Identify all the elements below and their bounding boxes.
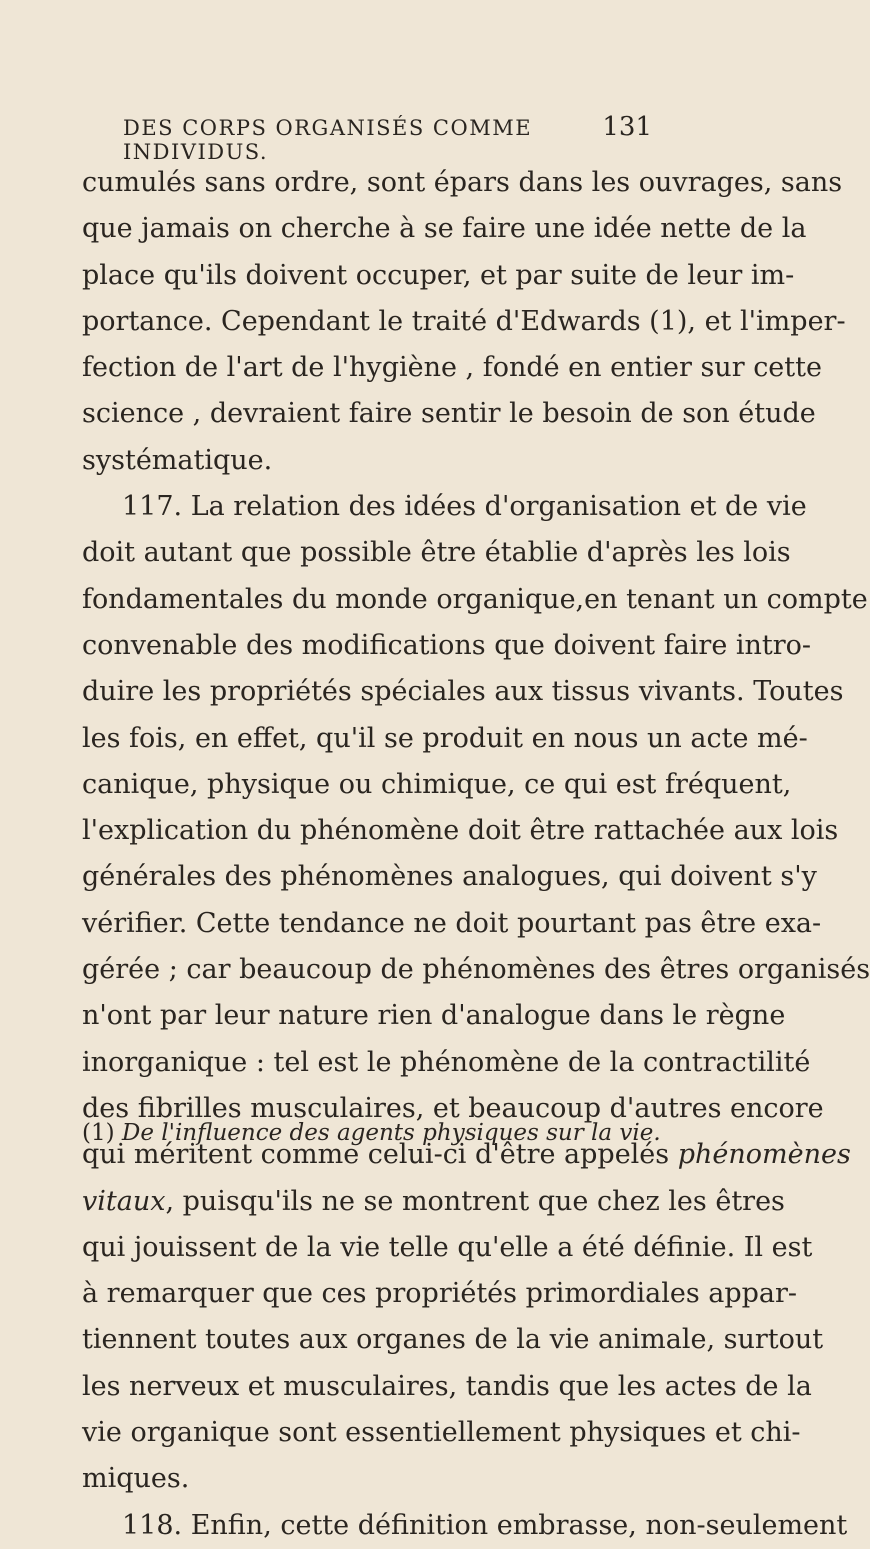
paragraph-117-start: 117. La relation des idées d'organisation et de vie	[122, 491, 807, 523]
text-line: que jamais on cherche à se faire une idée nette de la	[82, 213, 807, 245]
text-line: inorganique : tel est le phénomène de la contractilité	[82, 1046, 811, 1078]
text-line: doit autant que possible être établie d'après les lois	[82, 537, 791, 569]
text-line: vie organique sont essentiellement physiques et chi-	[82, 1417, 801, 1449]
italic-term: phénomènes	[677, 1139, 851, 1171]
text-line: cumulés sans ordre, sont épars dans les ouvrages, sans	[82, 167, 843, 198]
text-line: tiennent toutes aux organes de la vie animale, surtout	[82, 1324, 824, 1356]
text-line: place qu'ils doivent occuper, et par suite de leur im-	[82, 259, 795, 291]
text-line: l'explication du phénomène doit être rattachée aux lois	[82, 815, 839, 847]
body-text	[82, 160, 870, 1549]
paragraph-118-start: 118. Enfin, cette définition embrasse, non-seulement	[122, 1509, 848, 1541]
text-line: gérée ; car beaucoup de phénomènes des êtres organisés	[82, 954, 870, 986]
text-line: à remarquer que ces propriétés primordiales appar-	[82, 1278, 798, 1310]
text-line: miques.	[82, 1463, 190, 1495]
text-line: vérifier. Cette tendance ne doit pourtant pas être exa-	[82, 907, 822, 939]
text-line: canique, physique ou chimique, ce qui est fréquent,	[82, 768, 792, 800]
text-line: fection de l'art de l'hygiène , fondé en entier sur cette	[82, 352, 822, 384]
text-line: duire les propriétés spéciales aux tissus vivants. Toutes	[82, 676, 844, 708]
text-line: des fibrilles musculaires, et beaucoup d'autres encore	[82, 1092, 824, 1124]
text-line: systématique.	[82, 444, 273, 476]
text-segment: , puisqu'ils ne se montrent que chez les êtres	[165, 1185, 785, 1217]
text-line-with-italics	[82, 1179, 785, 1225]
page-number: 131	[602, 112, 652, 142]
text-line: générales des phénomènes analogues, qui doivent s'y	[82, 861, 817, 893]
footnote-text: De l'influence des agents physiques sur la vie.	[121, 1120, 661, 1146]
text-line: les fois, en effet, qu'il se produit en nous un acte mé-	[82, 722, 808, 754]
text-line: science , devraient faire sentir le besoin de son étude	[82, 398, 816, 430]
text-line: portance. Cependant le traité d'Edwards (1), et l'imper-	[82, 305, 846, 337]
text-line: convenable des modifications que doivent faire intro-	[82, 629, 812, 661]
running-title: DES CORPS ORGANISÉS COMME INDIVIDUS.	[123, 116, 533, 164]
running-header	[123, 112, 652, 164]
footnote-marker: (1)	[82, 1120, 115, 1146]
text-line: les nerveux et musculaires, tandis que les actes de la	[82, 1370, 812, 1402]
text-line: fondamentales du monde organique,en tenant un compte	[82, 583, 868, 615]
text-segment: qui méritent comme celui-ci d'être appelés	[82, 1139, 670, 1171]
text-line: n'ont par leur nature rien d'analogue dans le règne	[82, 1000, 786, 1032]
italic-term: vitaux	[82, 1185, 166, 1217]
text-line: qui jouissent de la vie telle qu'elle a été définie. Il est	[82, 1231, 813, 1263]
footnote	[82, 1120, 718, 1146]
